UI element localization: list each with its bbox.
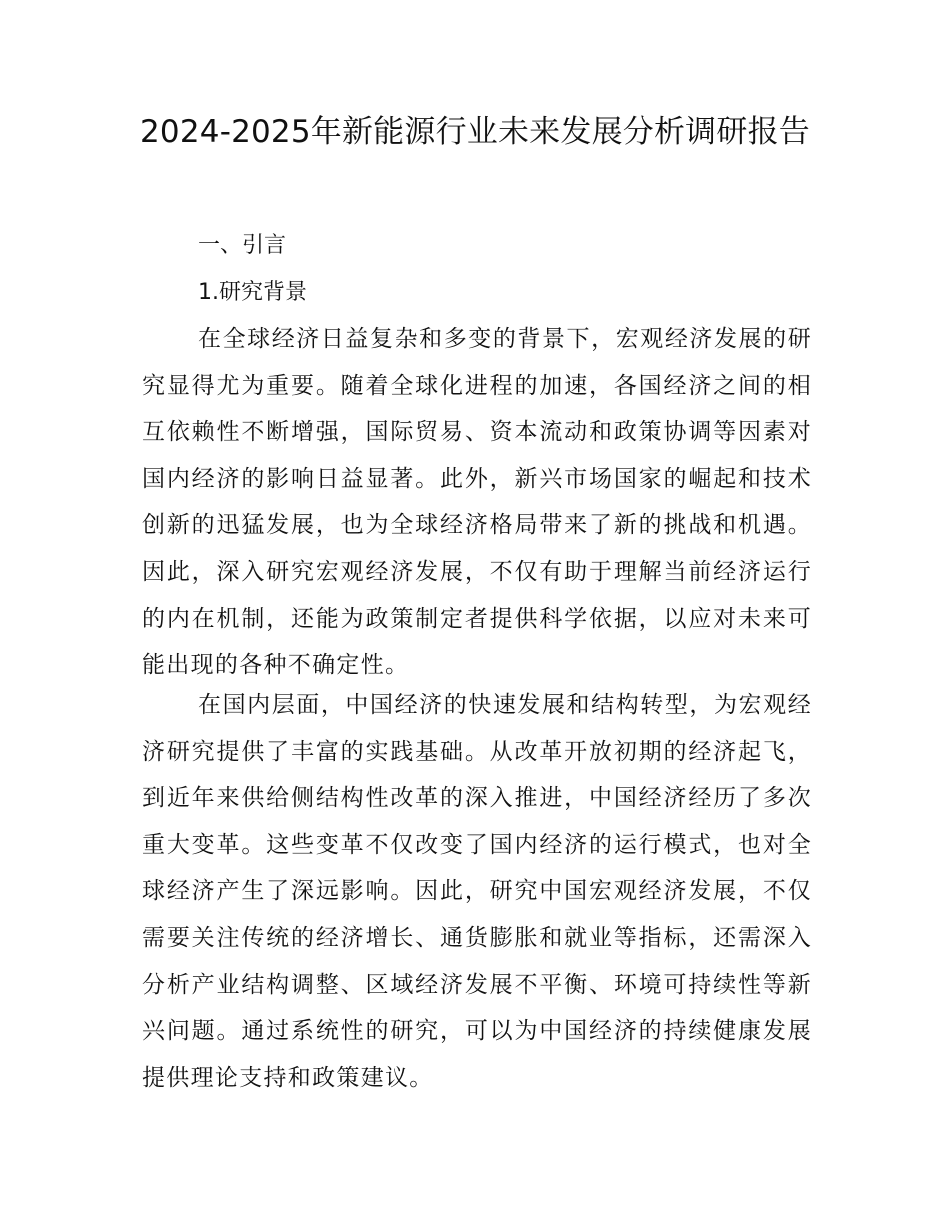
body-paragraph: 在全球经济日益复杂和多变的背景下，宏观经济发展的研究显得尤为重要。随着全球化进程的加速，各国经济之间的相互依赖性不断增强，国际贸易、资本流动和政策协调等因素对国内经济的影响日益显著。此外，新兴市场国家的崛起和技术创新的迅猛发展，也为全球经济格局带来了新的挑战和机遇。因此，深入研究宏观经济发展，不仅有助于理解当前经济运行的内在机制，还能为政策制定者提供科学依据，以应对未来可能出现的各种不确定性。 (142, 326, 812, 679)
section-heading: 一、引言 (198, 233, 287, 258)
subsection-heading: 1.研究背景 (198, 280, 307, 305)
document-title: 2024-2025年新能源行业未来发展分析调研报告 (140, 114, 810, 150)
body-paragraph: 在国内层面，中国经济的快速发展和结构转型，为宏观经济研究提供了丰富的实践基础。从改革开放初期的经济起飞，到近年来供给侧结构性改革的深入推进，中国经济经历了多次重大变革。这些变革不仅改变了国内经济的运行模式，也对全球经济产生了深远影响。因此，研究中国宏观经济发展，不仅需要关注传统的经济增长、通货膨胀和就业等指标，还需深入分析产业结构调整、区域经济发展不平衡、环境可持续性等新兴问题。通过系统性的研究，可以为中国经济的持续健康发展提供理论支持和政策建议。 (142, 692, 812, 1091)
